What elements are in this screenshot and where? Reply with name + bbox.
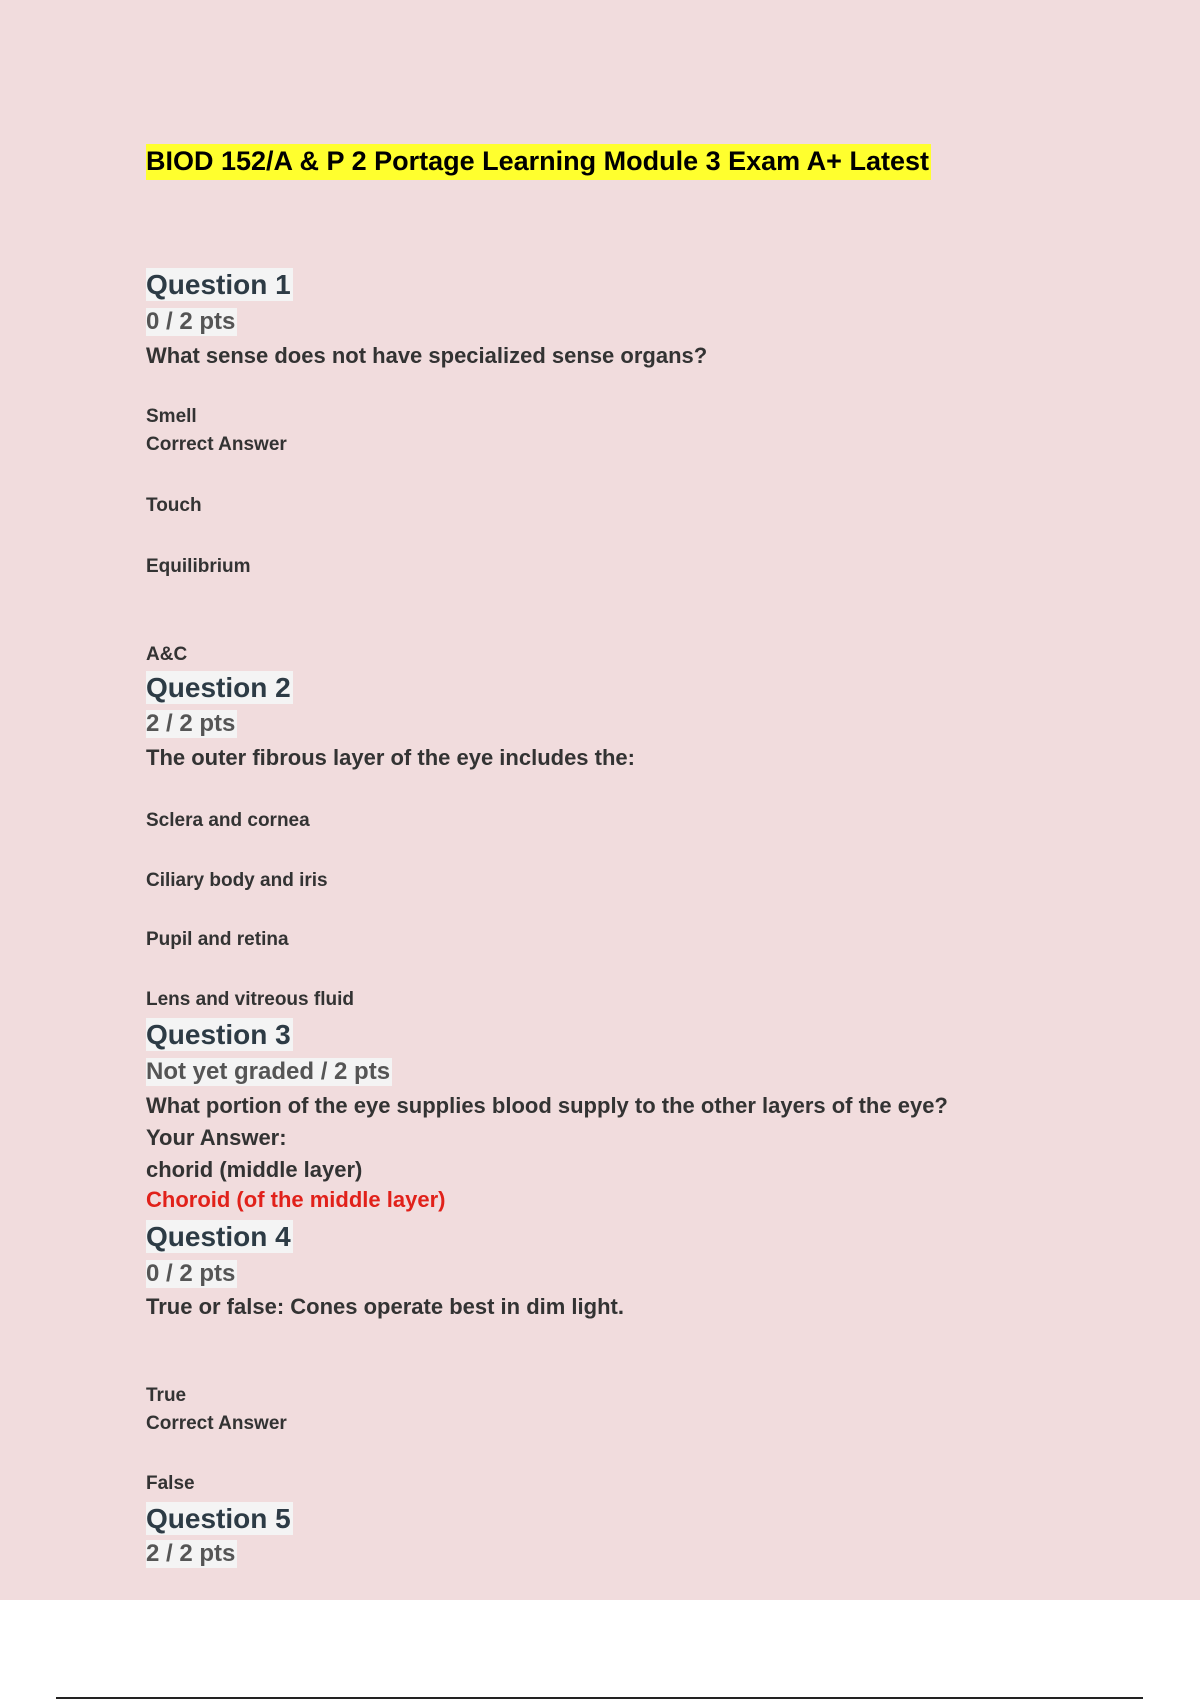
question-3-points: Not yet graded / 2 pts (146, 1058, 391, 1085)
question-1-option-a-and-c: A&C (146, 644, 188, 665)
question-3-heading: Question 3 (146, 1019, 291, 1050)
document-title: BIOD 152/A & P 2 Portage Learning Module 3 Exam A+ Latest (146, 144, 931, 180)
question-1-points: 0 / 2 pts (146, 308, 236, 335)
question-4-points: 0 / 2 pts (146, 1260, 236, 1287)
question-4-option-false: False (146, 1473, 195, 1494)
question-1-option-equilibrium: Equilibrium (146, 556, 251, 577)
question-1-option-touch: Touch (146, 495, 202, 516)
question-1-option-smell: Smell (146, 406, 197, 427)
question-4-option-true: True (146, 1385, 187, 1406)
question-2-option-sclera-cornea: Sclera and cornea (146, 810, 310, 831)
question-4-correct-answer-label: Correct Answer (146, 1413, 287, 1434)
question-2-points: 2 / 2 pts (146, 710, 236, 737)
question-5-heading: Question 5 (146, 1503, 291, 1534)
question-2-option-ciliary-iris: Ciliary body and iris (146, 870, 328, 891)
question-2-text: The outer fibrous layer of the eye includes the: (146, 745, 635, 770)
question-1-heading: Question 1 (146, 269, 291, 300)
question-1-text: What sense does not have specialized sense organs? (146, 343, 708, 368)
question-3-your-answer: chorid (middle layer) (146, 1157, 363, 1182)
question-3-your-answer-label: Your Answer: (146, 1125, 287, 1150)
question-2-option-pupil-retina: Pupil and retina (146, 929, 289, 950)
question-1-correct-answer-label: Correct Answer (146, 434, 287, 455)
question-3-correct-answer: Choroid (of the middle layer) (146, 1187, 446, 1212)
question-4-heading: Question 4 (146, 1221, 291, 1252)
question-5-points: 2 / 2 pts (146, 1540, 236, 1567)
footer-divider (56, 1697, 1143, 1699)
question-2-heading: Question 2 (146, 672, 291, 703)
question-2-option-lens-vitreous: Lens and vitreous fluid (146, 989, 354, 1010)
question-4-text: True or false: Cones operate best in dim light. (146, 1294, 624, 1319)
question-3-text: What portion of the eye supplies blood supply to the other layers of the eye? (146, 1093, 948, 1118)
